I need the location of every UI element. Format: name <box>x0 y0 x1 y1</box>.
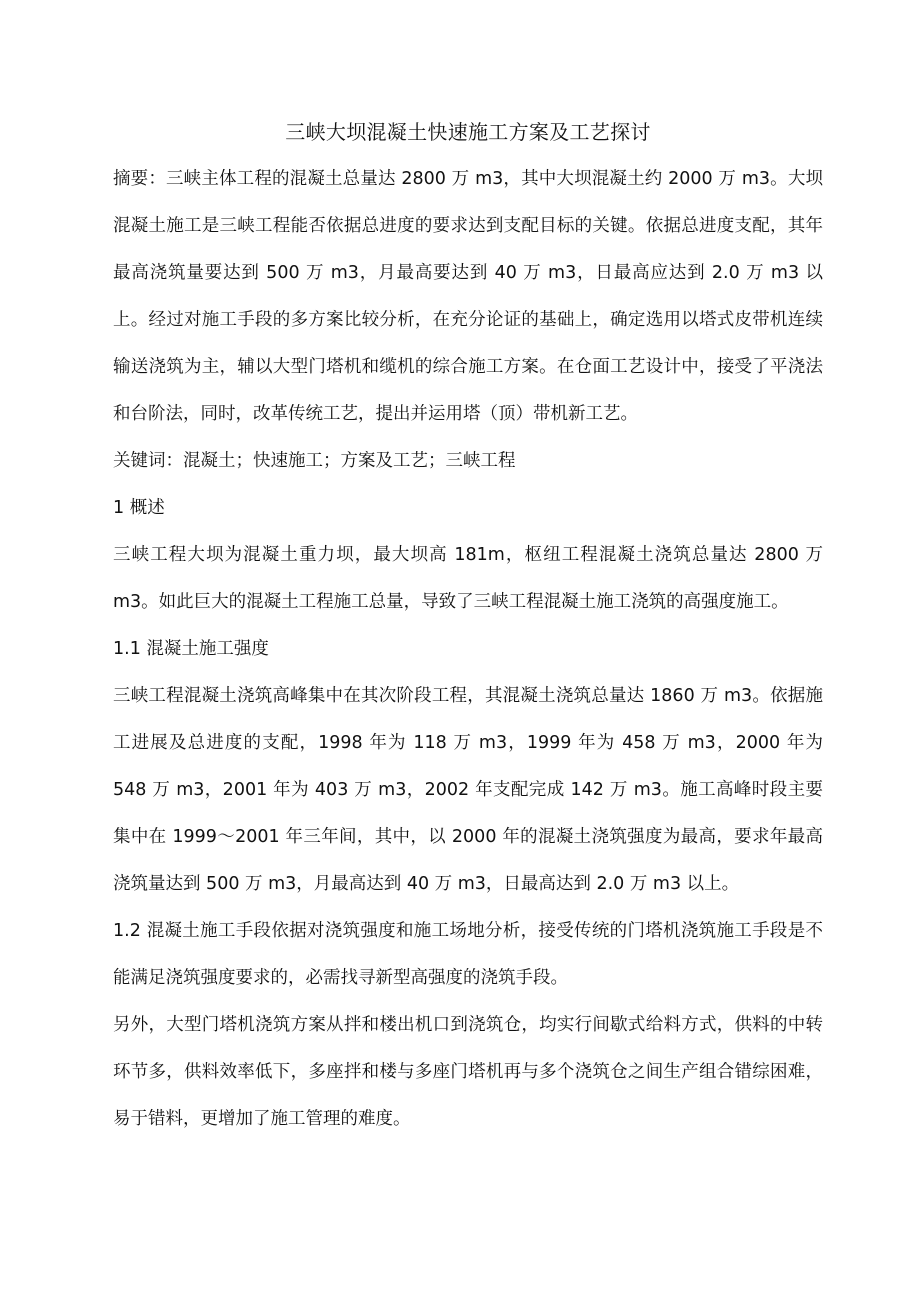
body-paragraph: 三峡工程混凝土浇筑高峰集中在其次阶段工程，其混凝土浇筑总量达 1860 万 m3。依据施工进展及总进度的支配，1998 年为 118 万 m3，1999 年为 458 万 m3，2000 年为 548 万 m3，2001 年为 403 万 m3，2002 年支配完成 142 万 m3。施工高峰时段主要集中在 1999～2001 年三年间，其中，以 2000 年的混凝土浇筑强度为最高，要求年最高浇筑量达到 500 万 m3，月最高达到 40 万 m3，日最高达到 2.0 万 m3 以上。 <box>113 686 823 894</box>
section-heading-overview: 1 概述 <box>113 498 165 518</box>
section-paragraph-methods: 1.2 混凝土施工手段依据对浇筑强度和施工场地分析，接受传统的门塔机浇筑施工手段是不能满足浇筑强度要求的，必需找寻新型高强度的浇筑手段。 <box>113 921 823 988</box>
document-title: 三峡大坝混凝土快速施工方案及工艺探讨 <box>285 120 651 144</box>
keywords-paragraph: 关键词：混凝土；快速施工；方案及工艺；三峡工程 <box>113 451 516 471</box>
document-page <box>113 117 823 1143</box>
body-paragraph: 三峡工程大坝为混凝土重力坝，最大坝高 181m，枢纽工程混凝土浇筑总量达 2800 万 m3。如此巨大的混凝土工程施工总量，导致了三峡工程混凝土施工浇筑的高强度施工。 <box>113 545 823 612</box>
body-paragraph: 另外，大型门塔机浇筑方案从拌和楼出机口到浇筑仓，均实行间歇式给料方式，供料的中转环节多，供料效率低下，多座拌和楼与多座门塔机再与多个浇筑仓之间生产组合错综困难，易于错料，更增加了施工管理的难度。 <box>113 1015 823 1129</box>
abstract-paragraph: 摘要：三峡主体工程的混凝土总量达 2800 万 m3，其中大坝混凝土约 2000 万 m3。大坝混凝土施工是三峡工程能否依据总进度的要求达到支配目标的关键。依据总进度支配，其年最高浇筑量要达到 500 万 m3，月最高要达到 40 万 m3，日最高应达到 2.0 万 m3 以上。经过对施工手段的多方案比较分析，在充分论证的基础上，确定选用以塔式皮带机连续输送浇筑为主，辅以大型门塔机和缆机的综合施工方案。在仓面工艺设计中，接受了平浇法和台阶法，同时，改革传统工艺，提出并运用塔（顶）带机新工艺。 <box>113 169 823 424</box>
section-heading-intensity: 1.1 混凝土施工强度 <box>113 639 269 659</box>
